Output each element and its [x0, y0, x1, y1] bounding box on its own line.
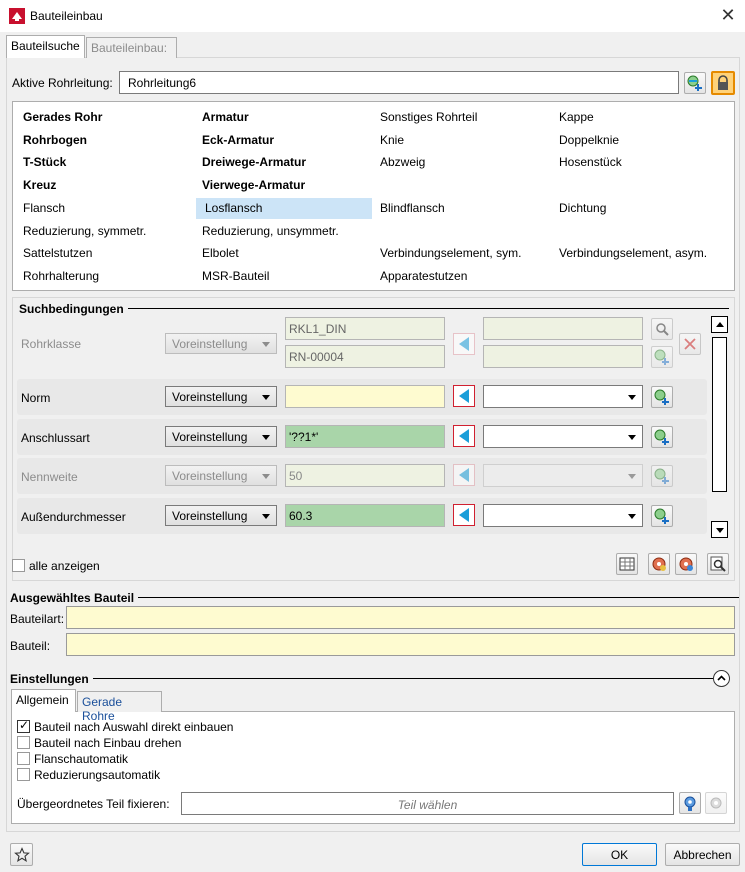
magnifier-icon [710, 556, 726, 572]
lock-button[interactable] [711, 71, 735, 95]
arrow-left-icon [459, 337, 469, 351]
norm-target-select[interactable] [483, 385, 643, 408]
search-conditions-title: Suchbedingungen [17, 302, 128, 316]
scroll-thumb[interactable] [712, 337, 727, 492]
norm-mode-value: Voreinstellung [172, 390, 248, 404]
rohrleitung-field[interactable]: Rohrleitung6 [119, 71, 679, 94]
show-all-checkbox[interactable] [12, 559, 25, 572]
aussendurchmesser-label: Außendurchmesser [21, 510, 126, 524]
gear-red-icon [650, 555, 668, 573]
add-pipe-icon [653, 428, 671, 446]
option-rotate-checkbox[interactable] [17, 736, 30, 749]
table-icon [619, 557, 635, 571]
filter-settings-button[interactable] [675, 553, 697, 575]
part-type-field[interactable] [66, 606, 735, 629]
gear-blue-icon [677, 555, 695, 573]
component-rohrhalterung[interactable]: Rohrhalterung [23, 269, 100, 283]
norm-add-button[interactable] [651, 386, 673, 408]
rohrklasse-search-button[interactable] [651, 318, 673, 340]
star-icon [14, 847, 30, 863]
scroll-up-button[interactable] [711, 316, 728, 333]
table-view-button[interactable] [616, 553, 638, 575]
anschlussart-target-select[interactable] [483, 425, 643, 448]
norm-value-field[interactable] [285, 385, 445, 408]
ok-button[interactable]: OK [582, 843, 657, 866]
rohrklasse-remove-button[interactable] [679, 333, 701, 355]
option-flange-auto-checkbox[interactable] [17, 752, 30, 765]
aussendurchmesser-target-select[interactable] [483, 504, 643, 527]
window-title: Bauteileinbau [30, 9, 103, 23]
nennweite-add-button[interactable] [651, 465, 673, 487]
component-kappe[interactable]: Kappe [559, 110, 594, 124]
rohrklasse-mode-value: Voreinstellung [172, 337, 248, 351]
pick-pipe-button[interactable] [684, 72, 706, 94]
component-armatur[interactable]: Armatur [202, 110, 249, 124]
component-sattelstutzen[interactable]: Sattelstutzen [23, 246, 93, 260]
component-reduzierung-unsymm[interactable]: Reduzierung, unsymmetr. [202, 224, 339, 238]
app-logo-icon [9, 8, 25, 24]
parent-part-label: Übergeordnetes Teil fixieren: [17, 797, 170, 811]
arrow-left-icon [459, 429, 469, 443]
close-x-icon [683, 337, 697, 351]
tab-bauteilsuche[interactable]: Bauteilsuche [6, 35, 85, 58]
reset-filter-button[interactable] [648, 553, 670, 575]
tab-gerade-rohre[interactable]: Gerade Rohre [77, 691, 162, 712]
component-vierwege-armatur[interactable]: Vierwege-Armatur [202, 178, 306, 192]
norm-mode-select[interactable] [165, 386, 277, 407]
anschlussart-mode-select[interactable] [165, 426, 277, 447]
component-verbindungselement-asym[interactable]: Verbindungselement, asym. [559, 246, 708, 260]
component-type-grid [12, 101, 735, 291]
component-dreiwege-armatur[interactable]: Dreiwege-Armatur [202, 155, 307, 169]
option-direct-install-label: Bauteil nach Auswahl direkt einbauen [34, 720, 234, 734]
component-elbolet[interactable]: Elbolet [202, 246, 239, 260]
pick-pipe-icon [686, 74, 704, 92]
nennweite-mode-value: Voreinstellung [172, 469, 248, 483]
nennweite-label: Nennweite [21, 470, 78, 484]
nennweite-target-select[interactable] [483, 464, 643, 487]
component-verbindungselement-sym[interactable]: Verbindungselement, sym. [380, 246, 522, 260]
component-gerades-rohr[interactable]: Gerades Rohr [23, 110, 103, 124]
nennweite-apply-button[interactable] [453, 464, 475, 486]
chevron-up-icon [716, 322, 724, 327]
component-kreuz[interactable]: Kreuz [23, 178, 57, 192]
component-losflansch[interactable]: Losflansch [196, 198, 372, 219]
option-reduction-auto-checkbox[interactable] [17, 768, 30, 781]
rohrklasse-value2-field[interactable]: RN-00004 [285, 345, 445, 368]
parent-part-settings-button[interactable] [705, 792, 727, 814]
nennweite-value-field[interactable]: 50 [285, 464, 445, 487]
favorite-button[interactable] [10, 843, 33, 866]
aussendurchmesser-value-field[interactable]: 60.3 [285, 504, 445, 527]
rohrklasse-target2-field[interactable] [483, 345, 643, 368]
preview-search-button[interactable] [707, 553, 729, 575]
rohrklasse-add-button[interactable] [651, 346, 673, 368]
scroll-down-button[interactable] [711, 521, 728, 538]
aussendurchmesser-apply-button[interactable] [453, 504, 475, 526]
component-sonstiges-rohrteil[interactable]: Sonstiges Rohrteil [380, 110, 478, 124]
parent-part-pick-button[interactable] [679, 792, 701, 814]
show-all-label: alle anzeigen [29, 559, 100, 573]
component-reduzierung-symm[interactable]: Reduzierung, symmetr. [23, 224, 147, 238]
rohrleitung-label: Aktive Rohrleitung: [12, 76, 113, 90]
add-pipe-icon [653, 348, 671, 366]
anschlussart-label: Anschlussart [21, 431, 90, 445]
rohrklasse-apply-button[interactable] [453, 333, 475, 355]
chevron-up-icon [714, 671, 729, 686]
option-reduction-auto-label: Reduzierungsautomatik [34, 768, 161, 782]
component-t-stueck[interactable]: T-Stück [23, 155, 67, 169]
component-hosenstueck[interactable]: Hosenstück [559, 155, 622, 169]
parent-part-field[interactable]: Teil wählen [181, 792, 674, 815]
rohrklasse-value1-field[interactable]: RKL1_DIN [285, 317, 445, 340]
part-type-label: Bauteilart: [10, 612, 65, 626]
lock-icon [715, 75, 731, 91]
anschlussart-value-field[interactable]: '??1*' [285, 425, 445, 448]
component-flansch[interactable]: Flansch [23, 201, 66, 215]
component-eck-armatur[interactable]: Eck-Armatur [202, 133, 275, 147]
arrow-left-icon [459, 389, 469, 403]
selected-part-title: Ausgewähltes Bauteil [8, 591, 138, 605]
close-button[interactable]: ✕ [720, 5, 736, 25]
anschlussart-add-button[interactable] [651, 426, 673, 448]
gear-icon [707, 794, 725, 812]
part-label: Bauteil: [10, 639, 51, 653]
option-flange-auto-label: Flanschautomatik [34, 752, 129, 766]
option-rotate-label: Bauteil nach Einbau drehen [34, 736, 182, 750]
add-pipe-icon [653, 467, 671, 485]
component-apparatestutzen[interactable]: Apparatestutzen [380, 269, 468, 283]
option-direct-install-checkbox[interactable] [17, 720, 30, 733]
component-blindflansch[interactable]: Blindflansch [380, 201, 445, 215]
collapse-settings-button[interactable] [713, 670, 730, 687]
norm-apply-button[interactable] [453, 385, 475, 407]
component-abzweig[interactable]: Abzweig [380, 155, 426, 169]
title-bar [0, 0, 745, 32]
aussendurchmesser-add-button[interactable] [651, 505, 673, 527]
arrow-left-icon [459, 508, 469, 522]
gear-icon [681, 794, 699, 812]
component-dichtung[interactable]: Dichtung [559, 201, 607, 215]
component-msr-bauteil[interactable]: MSR-Bauteil [202, 269, 270, 283]
anschlussart-mode-value: Voreinstellung [172, 430, 248, 444]
rohrklasse-mode-select[interactable] [165, 333, 277, 354]
tab-bauteileinbau[interactable]: Bauteileinbau: [86, 37, 177, 58]
tab-allgemein[interactable]: Allgemein [11, 689, 76, 712]
anschlussart-apply-button[interactable] [453, 425, 475, 447]
component-doppelknie[interactable]: Doppelknie [559, 133, 620, 147]
cancel-button[interactable]: Abbrechen [665, 843, 740, 866]
norm-label: Norm [21, 391, 51, 405]
aussendurchmesser-mode-value: Voreinstellung [172, 509, 248, 523]
part-field[interactable] [66, 633, 735, 656]
arrow-left-icon [459, 468, 469, 482]
add-pipe-icon [653, 388, 671, 406]
add-pipe-icon [653, 507, 671, 525]
component-rohrbogen[interactable]: Rohrbogen [23, 133, 87, 147]
component-knie[interactable]: Knie [380, 133, 405, 147]
aussendurchmesser-mode-select[interactable] [165, 505, 277, 526]
rohrklasse-target1-field[interactable] [483, 317, 643, 340]
nennweite-mode-select[interactable] [165, 465, 277, 486]
section-divider [8, 678, 714, 679]
settings-title: Einstellungen [8, 672, 93, 686]
rohrklasse-label: Rohrklasse [21, 337, 82, 351]
chevron-down-icon [716, 528, 724, 533]
magnifier-icon [654, 321, 670, 337]
